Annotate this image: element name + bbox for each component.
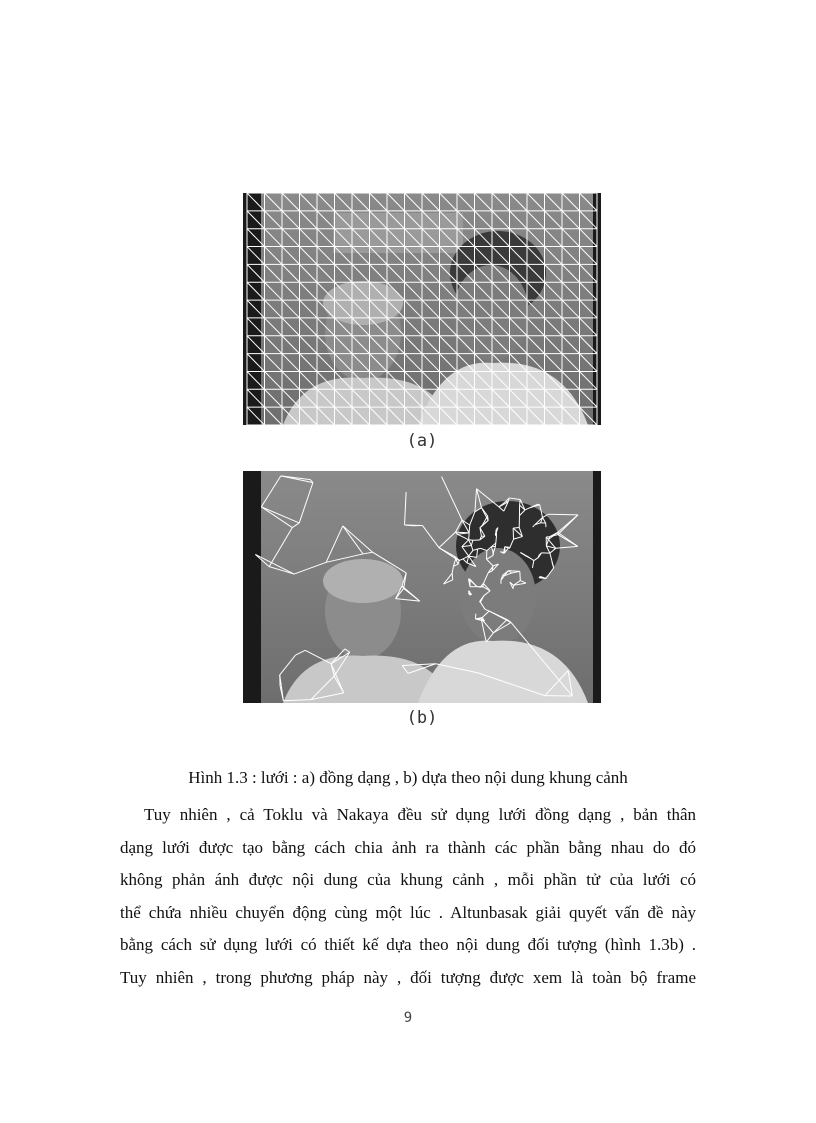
content-mesh-image xyxy=(243,471,601,703)
paragraph-line: Tuy nhiên , cả Toklu và Nakaya đều sử dụng lưới đồng dạng , bản thân xyxy=(144,805,696,824)
page-number: 9 xyxy=(403,1010,413,1026)
paragraph-line: Tuy nhiên , trong phương pháp này , đối tượng được xem là toàn bộ frame xyxy=(120,967,696,987)
paragraph-line: bằng cách sử dụng lưới có thiết kế dựa theo nội dung đối tượng (hình 1.3b) . xyxy=(120,935,696,954)
paragraph-line: dạng lưới được tạo bằng cách chia ảnh ra thành các phần bằng nhau do đó xyxy=(120,837,696,857)
paragraph-line: thể chứa nhiều chuyển động cùng một lúc . Altunbasak giải quyết vấn đề này xyxy=(120,902,696,922)
figure-label-b: (b) xyxy=(406,708,438,728)
figure-label-a: (a) xyxy=(406,431,438,451)
body-paragraph xyxy=(120,799,696,994)
uniform-mesh-image xyxy=(243,193,601,425)
paragraph-line: không phản ánh được nội dung của khung cảnh , mỗi phần tử của lưới có xyxy=(120,870,696,889)
figure-caption: Hình 1.3 : lưới : a) đồng dạng , b) dựa theo nội dung khung cảnh xyxy=(188,768,628,787)
